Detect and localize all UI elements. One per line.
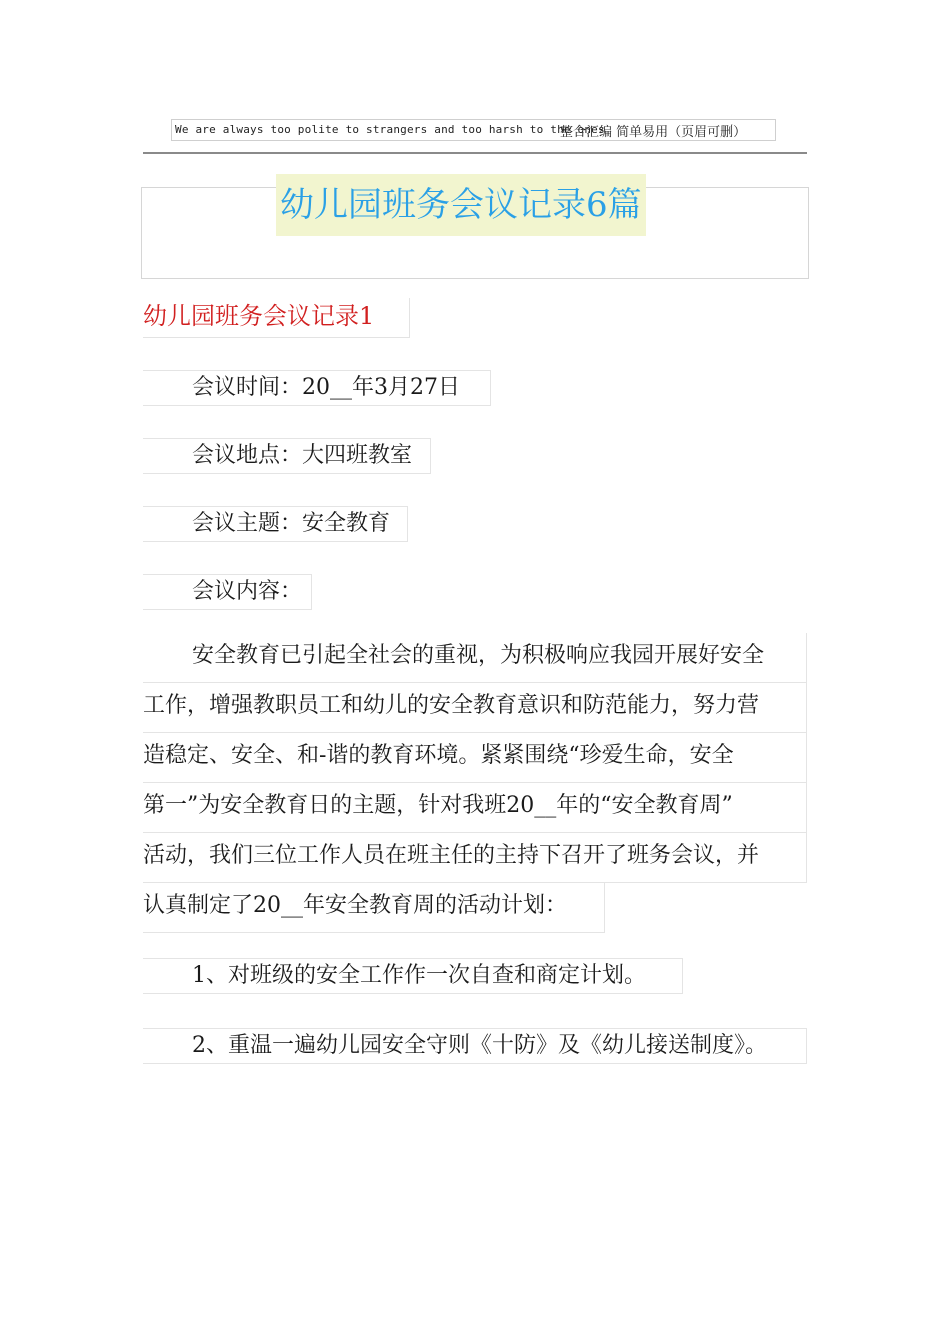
header-divider [143,152,807,154]
header-english-text: We are always too polite to strangers and too harsh to the ones [175,123,605,136]
paragraph-line: 工作，增强教职员工和幼儿的安全教育意识和防范能力，努力营 [143,683,807,733]
paragraph-line: 认真制定了20__年安全教育周的活动计划： [143,883,605,933]
meeting-place: 会议地点：大四班教室 [143,438,431,474]
paragraph-line: 活动，我们三位工作人员在班主任的主持下召开了班务会议，并 [143,833,807,883]
paragraph-line: 第一”为安全教育日的主题，针对我班20__年的“安全教育周” [143,783,807,833]
meeting-topic: 会议主题：安全教育 [143,506,408,542]
header-chinese-text: 整合汇编 简单易用（页眉可删） [560,125,747,140]
paragraph-line: 安全教育已引起全社会的重视，为积极响应我园开展好安全 [143,633,807,683]
document-title: 幼儿园班务会议记录6篇 [276,174,646,236]
section-title: 幼儿园班务会议记录1 [143,298,410,338]
meeting-content-label: 会议内容： [143,574,312,610]
list-item: 1、对班级的安全工作作一次自查和商定计划。 [143,958,683,994]
paragraph-line: 造稳定、安全、和-谐的教育环境。紧紧围绕“珍爱生命，安全 [143,733,807,783]
meeting-time: 会议时间：20__年3月27日 [143,370,491,406]
body-paragraph [143,633,807,933]
list-item: 2、重温一遍幼儿园安全守则《十防》及《幼儿接送制度》。 [143,1028,807,1064]
